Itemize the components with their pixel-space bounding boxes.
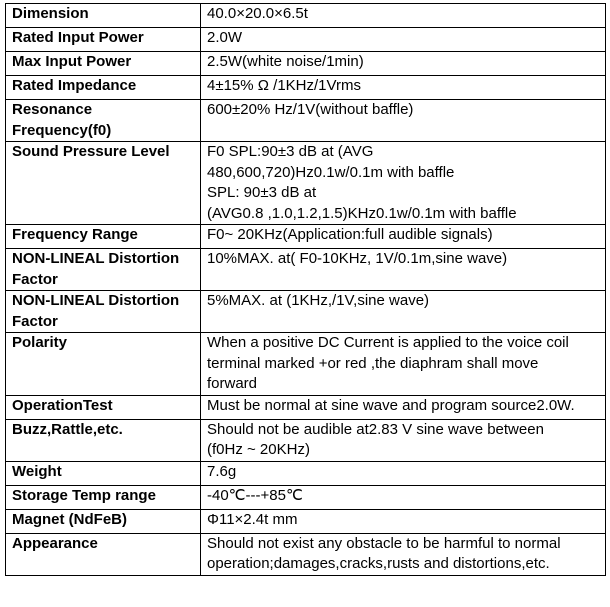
spec-value: terminal marked +or red ,the diaphram shall move (207, 354, 539, 372)
spec-label-cell (6, 461, 201, 485)
spec-value-cell (201, 419, 606, 461)
spec-label: Factor (12, 270, 58, 288)
spec-label-cell (6, 533, 201, 575)
spec-value-cell (201, 142, 606, 225)
spec-label: Sound Pressure Level (12, 143, 170, 160)
spec-label-cell (6, 485, 201, 509)
spec-value: Must be normal at sine wave and program source2.0W. (207, 396, 575, 414)
spec-value: (f0Hz ~ 20KHz) (207, 441, 310, 458)
spec-value-cell (201, 100, 606, 142)
spec-label-cell (6, 249, 201, 291)
spec-value-cell (201, 52, 606, 76)
spec-value: 480,600,720)Hz0.1w/0.1m with baffle (207, 163, 455, 181)
spec-value: Should not be audible at2.83 V sine wave between (207, 420, 544, 438)
spec-row (6, 142, 606, 225)
spec-row (6, 225, 606, 249)
spec-label-cell (6, 509, 201, 533)
spec-label: NON-LINEAL Distortion (12, 250, 180, 267)
spec-row (6, 28, 606, 52)
spec-value-cell (201, 249, 606, 291)
spec-label-cell (6, 4, 201, 28)
spec-label-cell (6, 395, 201, 419)
spec-value-cell (201, 76, 606, 100)
spec-value: 4±15% Ω /1KHz/1Vrms (207, 77, 361, 94)
spec-value-cell (201, 533, 606, 575)
spec-label-cell (6, 225, 201, 249)
spec-value: forward (207, 375, 258, 392)
spec-row (6, 291, 606, 333)
spec-label: Rated Impedance (12, 77, 137, 94)
spec-label: Factor (12, 312, 58, 330)
spec-value: Φ11×2.4t mm (207, 510, 298, 528)
spec-value-cell (201, 4, 606, 28)
spec-label-cell (6, 142, 201, 225)
spec-label: Rated Input Power (12, 29, 144, 46)
spec-value: 40.0×20.0×6.5t (207, 5, 308, 22)
spec-row (6, 395, 606, 419)
spec-label: Frequency Range (12, 226, 138, 243)
spec-label: Polarity (12, 334, 68, 351)
spec-label: Buzz,Rattle,etc. (12, 420, 123, 438)
spec-value: 2.0W (207, 29, 243, 46)
spec-value: 600±20% Hz/1V(without baffle) (207, 101, 414, 118)
spec-row (6, 533, 606, 575)
spec-row (6, 4, 606, 28)
spec-value-cell (201, 291, 606, 333)
spec-value-cell (201, 461, 606, 485)
spec-row (6, 461, 606, 485)
spec-row (6, 100, 606, 142)
spec-row (6, 249, 606, 291)
spec-value-cell (201, 225, 606, 249)
spec-label: Appearance (12, 534, 98, 552)
spec-value: (AVG0.8 ,1.0,1.2,1.5)KHz0.1w/0.1m with baffle (207, 204, 517, 222)
spec-row (6, 509, 606, 533)
spec-label: OperationTest (12, 396, 113, 414)
spec-value: 7.6g (207, 462, 237, 480)
spec-value: F0~ 20KHz(Application:full audible signals) (207, 226, 493, 243)
spec-label: Resonance (12, 101, 93, 118)
spec-row (6, 52, 606, 76)
spec-value-cell (201, 509, 606, 533)
spec-label-cell (6, 52, 201, 76)
spec-label: Max Input Power (12, 53, 132, 70)
spec-row (6, 333, 606, 396)
spec-value: When a positive DC Current is applied to the voice coil (207, 334, 569, 351)
spec-label-cell (6, 419, 201, 461)
spec-value: F0 SPL:90±3 dB at (AVG (207, 143, 374, 160)
spec-value: operation;damages,cracks,rusts and distortions,etc. (207, 555, 550, 572)
spec-value-cell (201, 28, 606, 52)
spec-value: -40℃---+85℃ (207, 486, 303, 504)
spec-value: SPL: 90±3 dB at (207, 184, 317, 201)
spec-value: 5%MAX. at (1KHz,/1V,sine wave) (207, 292, 430, 309)
spec-value: 2.5W(white noise/1min) (207, 53, 364, 70)
spec-label: Dimension (12, 5, 89, 22)
spec-value: Should not exist any obstacle to be harmful to normal (207, 534, 561, 552)
spec-row (6, 419, 606, 461)
spec-label-cell (6, 333, 201, 396)
spec-label-cell (6, 28, 201, 52)
spec-label-cell (6, 76, 201, 100)
spec-label: Magnet (NdFeB) (12, 510, 127, 528)
spec-value-cell (201, 395, 606, 419)
spec-value-cell (201, 333, 606, 396)
spec-label: Weight (12, 462, 62, 480)
spec-table (5, 3, 606, 576)
spec-label-cell (6, 291, 201, 333)
spec-row (6, 485, 606, 509)
spec-label-cell (6, 100, 201, 142)
spec-label: Frequency(f0) (12, 121, 112, 139)
spec-row (6, 76, 606, 100)
spec-value-cell (201, 485, 606, 509)
spec-value: 10%MAX. at( F0-10KHz, 1V/0.1m,sine wave) (207, 250, 508, 267)
spec-table-body (6, 4, 606, 576)
spec-label: Storage Temp range (12, 486, 156, 504)
spec-label: NON-LINEAL Distortion (12, 292, 180, 309)
